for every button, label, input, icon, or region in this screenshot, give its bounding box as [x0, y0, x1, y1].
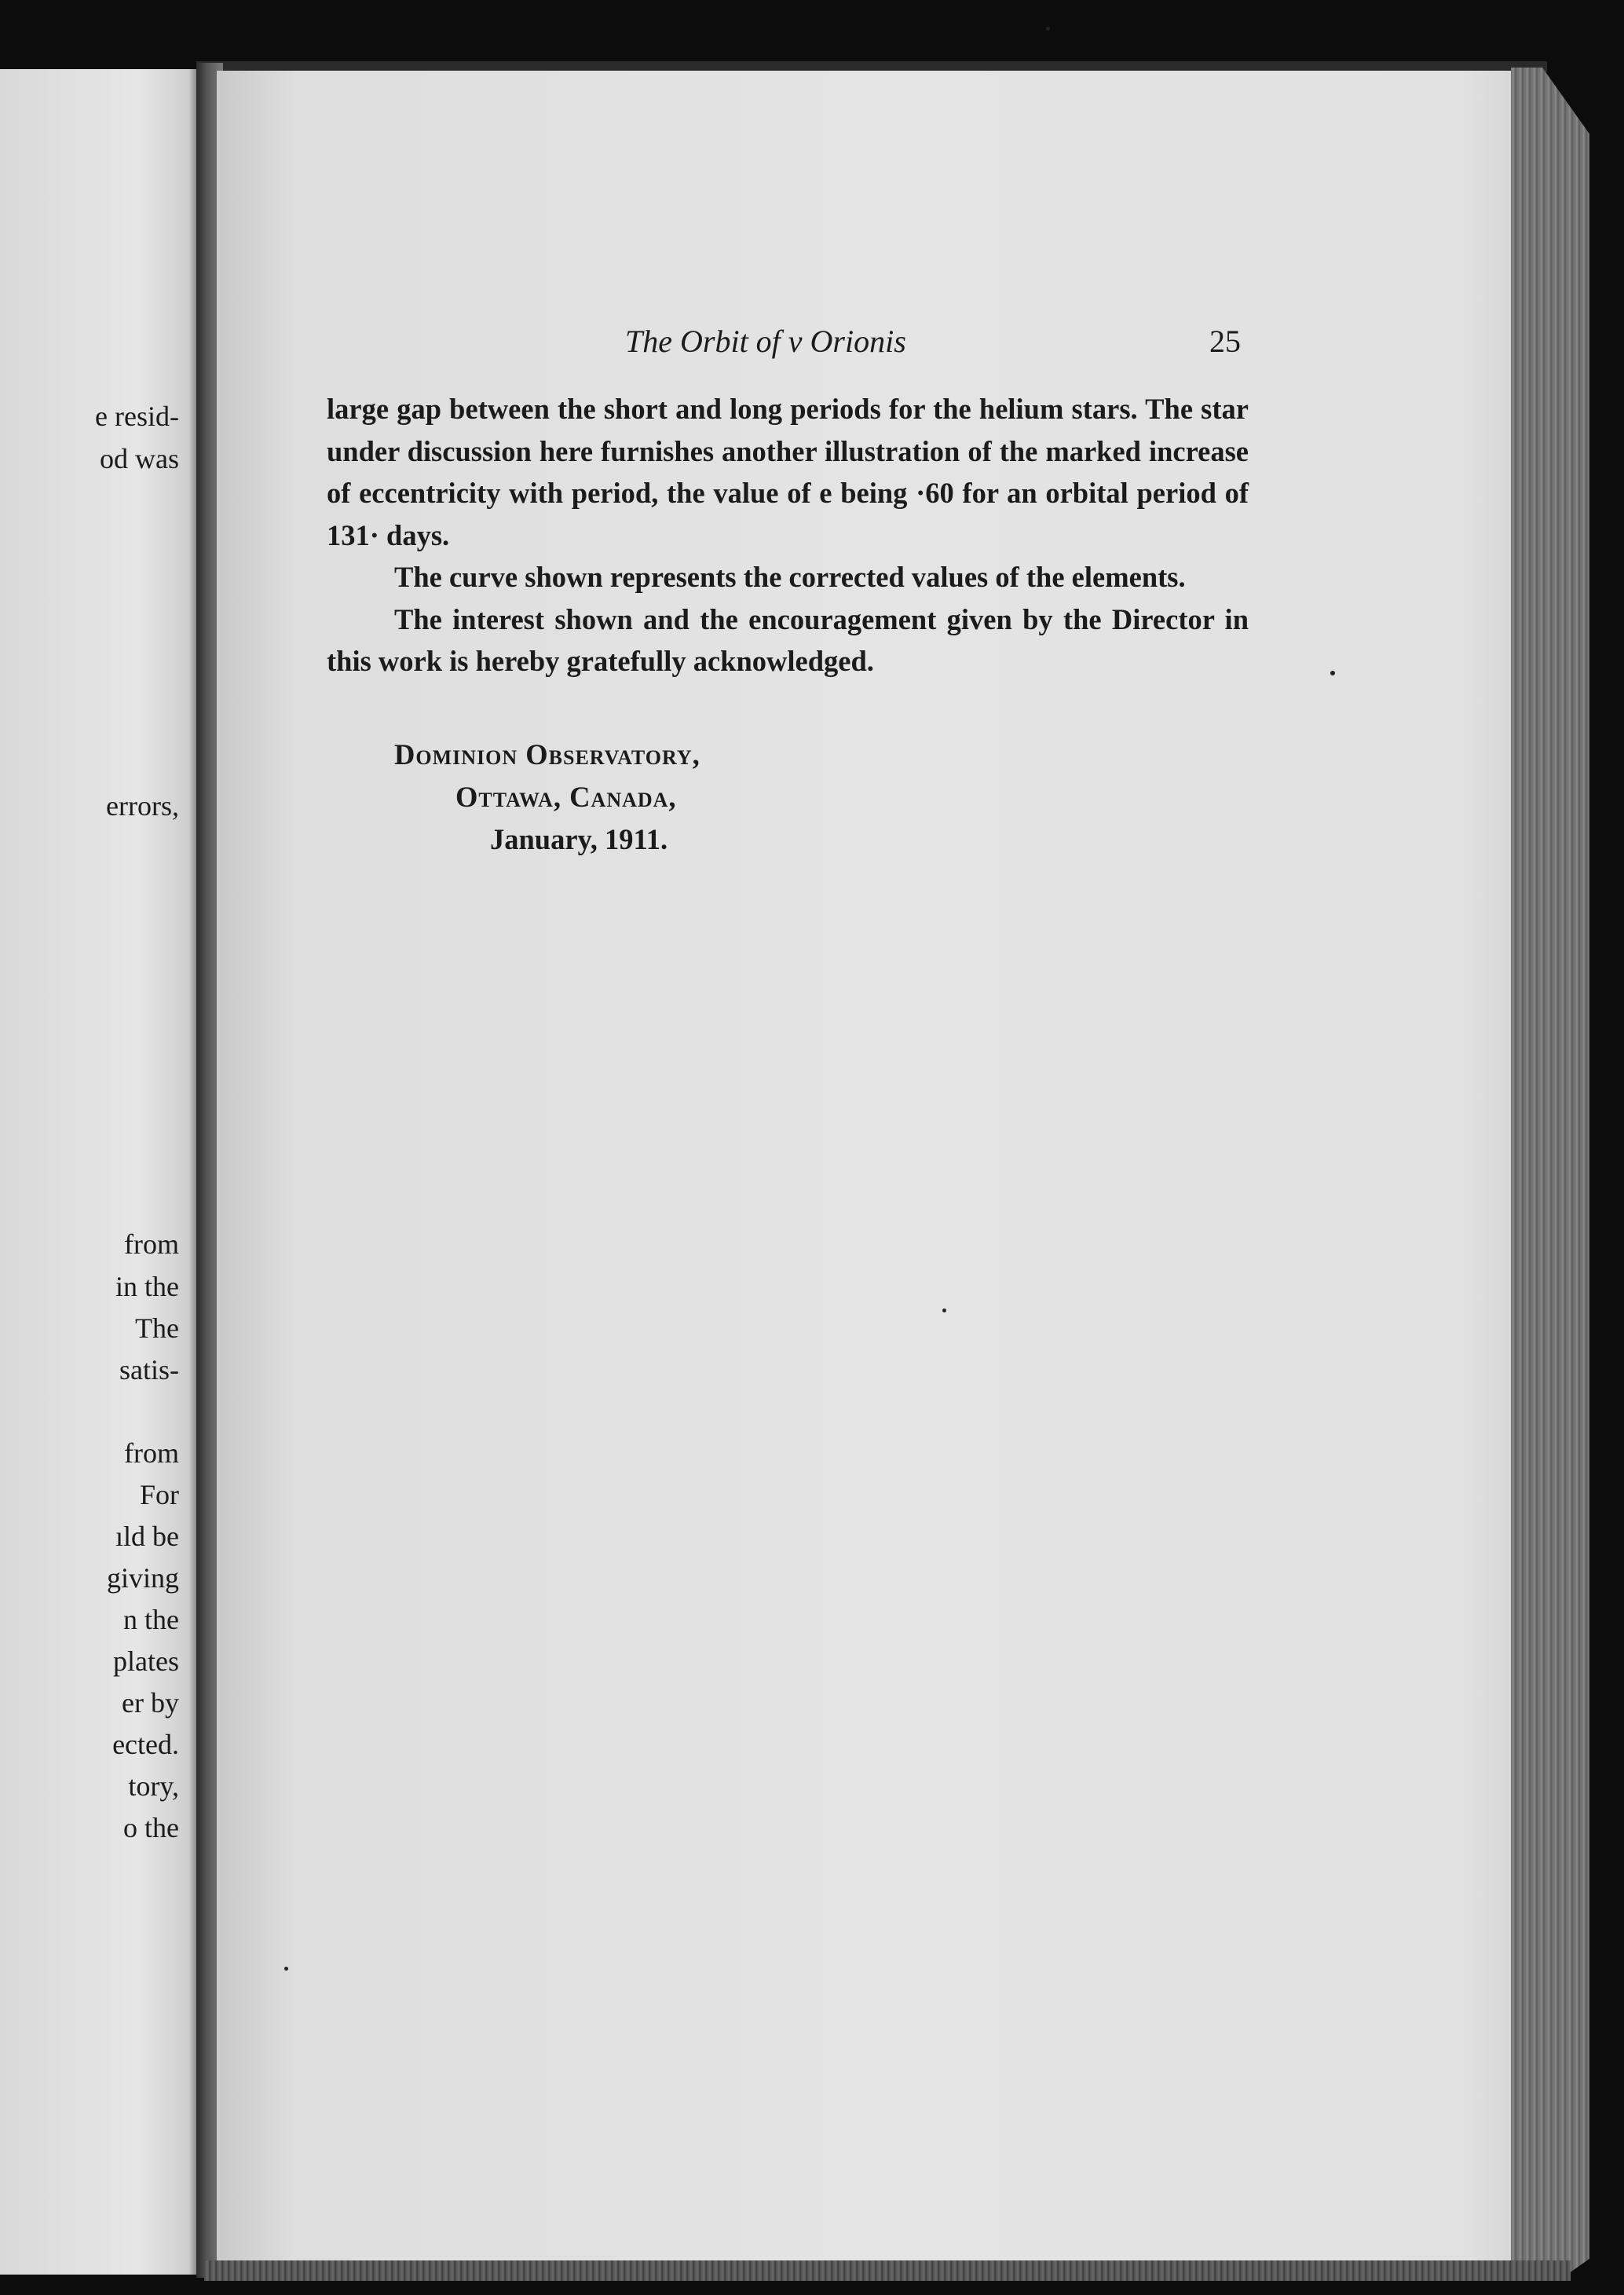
left-page-text-fragment: od was [100, 443, 179, 474]
scan-speck [942, 1309, 946, 1312]
left-page-text-fragment: satis- [119, 1354, 179, 1385]
left-page-text-fragment: from [124, 1437, 179, 1469]
scan-speck [1046, 27, 1050, 31]
left-page-text-fragment: ected. [112, 1729, 179, 1760]
left-page-text-fragment: e resid- [95, 401, 179, 432]
paragraph: large gap between the short and long periods for the helium stars. The star under discussion here furnishes another illustration of the marked increase of eccentricity with period, the value of e being ·60 for an orbital period of 131· days. [327, 393, 1249, 551]
running-title: The Orbit of v Orionis [625, 324, 906, 359]
left-page-text-fragment: tory, [128, 1770, 179, 1802]
left-facing-page [0, 69, 196, 2275]
left-page-text-fragment: The [135, 1312, 179, 1344]
left-page-text-fragment: plates [113, 1645, 179, 1677]
signature-institution: Dominion Observatory, [394, 738, 700, 770]
book-bottom-edge [204, 2260, 1571, 2281]
page-number: 25 [1209, 324, 1241, 359]
left-page-text-fragment: errors, [106, 790, 179, 822]
book-page-edge [1511, 68, 1589, 2281]
left-page-text-fragment: For [139, 1479, 179, 1510]
left-page-text-fragment: from [124, 1228, 179, 1260]
scan-speck [284, 1967, 288, 1971]
left-page-text-fragment: ıld be [115, 1521, 179, 1552]
left-page-text-fragment: er by [122, 1687, 179, 1719]
left-page-text-fragment: giving [106, 1562, 179, 1594]
left-page-text-fragment: in the [115, 1271, 179, 1302]
signature-date: January, 1911. [490, 823, 668, 855]
paragraph: The interest shown and the encouragement given by the Director in this work is hereby gratefully acknowledged. [327, 602, 1249, 677]
paragraph: The curve shown represents the corrected values of the elements. [394, 561, 1186, 593]
body-text [327, 388, 1249, 683]
scan-speck [1330, 671, 1335, 675]
running-head [0, 322, 1624, 361]
left-page-text-fragment: o the [123, 1812, 179, 1843]
left-page-text-fragment: n the [123, 1604, 179, 1635]
signature-location: Ottawa, Canada, [455, 781, 677, 813]
